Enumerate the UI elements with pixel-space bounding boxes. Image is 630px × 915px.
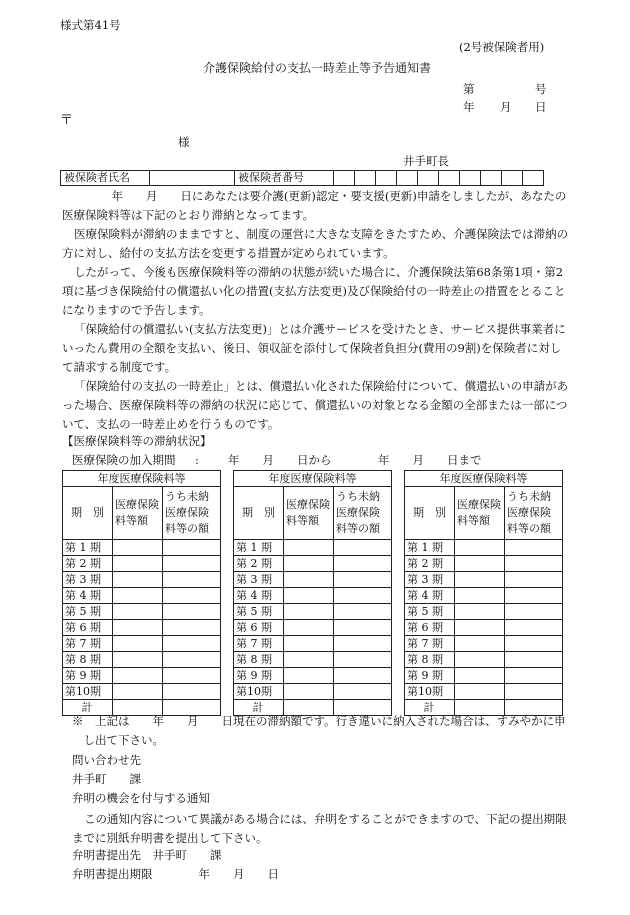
unpaid-cell[interactable] <box>334 684 392 700</box>
fiscal-year-header: 年度医療保険料等 <box>63 471 221 487</box>
appeal-destination: 弁明書提出先 井手町 課 <box>72 848 222 862</box>
unpaid-cell[interactable] <box>334 668 392 684</box>
unpaid-cell[interactable] <box>505 556 563 572</box>
appeal-deadline: 弁明書提出期限 年 月 日 <box>72 867 279 881</box>
form-type: (2号被保険者用) <box>459 40 545 54</box>
addressee-suffix: 様 <box>178 135 190 149</box>
unpaid-cell[interactable] <box>505 636 563 652</box>
unpaid-cell[interactable] <box>505 620 563 636</box>
period-label: 第 3 期 <box>63 572 113 588</box>
amount-cell[interactable] <box>455 652 505 668</box>
date-day: 日 <box>535 100 547 114</box>
note-text: ※ 上記は 年 月 日現在の滞納額です。行き違いに納入された場合は、すみやかに申し出て下さい。 <box>72 714 566 747</box>
appeal-heading: 弁明の機会を付与する通知 <box>72 791 210 805</box>
period-label: 第 9 期 <box>234 668 284 684</box>
period-to: 年 月 日まで <box>378 453 482 467</box>
unpaid-cell[interactable] <box>163 636 221 652</box>
amount-cell[interactable] <box>284 588 334 604</box>
table-row <box>234 636 392 652</box>
period-label: 第 6 期 <box>405 620 455 636</box>
unpaid-cell[interactable] <box>505 652 563 668</box>
period-label: 第 1 期 <box>405 540 455 556</box>
table-row <box>405 668 563 684</box>
unpaid-cell[interactable] <box>163 572 221 588</box>
amount-cell[interactable] <box>113 604 163 620</box>
period-label: 第 8 期 <box>234 652 284 668</box>
status-table-3 <box>404 470 563 716</box>
table-row <box>405 556 563 572</box>
note-block <box>72 712 572 750</box>
unpaid-cell[interactable] <box>334 636 392 652</box>
table-row <box>405 588 563 604</box>
amount-cell[interactable] <box>455 684 505 700</box>
amount-col-header: 医療保険料等額 <box>113 487 163 540</box>
status-heading: 【医療保険料等の滞納状況】 <box>62 434 212 448</box>
unpaid-cell[interactable] <box>334 620 392 636</box>
table-row <box>63 668 221 684</box>
amount-cell[interactable] <box>113 588 163 604</box>
table-row <box>63 588 221 604</box>
period-label: 第 7 期 <box>405 636 455 652</box>
table-row <box>405 540 563 556</box>
table-row <box>405 620 563 636</box>
insured-number-digit[interactable] <box>502 171 523 186</box>
table-row <box>63 556 221 572</box>
status-table-1 <box>62 470 221 716</box>
unpaid-cell[interactable] <box>334 604 392 620</box>
table-row <box>63 620 221 636</box>
period-label: 第 4 期 <box>234 588 284 604</box>
unpaid-cell[interactable] <box>334 572 392 588</box>
period-label: 第 7 期 <box>63 636 113 652</box>
doc-number-prefix: 第 <box>463 82 475 96</box>
table-row <box>405 652 563 668</box>
period-label: 第10期 <box>234 684 284 700</box>
period-col-header: 期 別 <box>405 487 455 540</box>
unpaid-col-header: うち未納医療保険料等の額 <box>334 487 392 540</box>
period-label: 第10期 <box>405 684 455 700</box>
unpaid-cell[interactable] <box>505 604 563 620</box>
insured-number-digit[interactable] <box>460 171 481 186</box>
table-row <box>234 556 392 572</box>
period-label: 第 4 期 <box>63 588 113 604</box>
period-label: 医療保険の加入期間 <box>72 453 176 467</box>
amount-cell[interactable] <box>455 636 505 652</box>
table-row <box>63 652 221 668</box>
unpaid-cell[interactable] <box>505 668 563 684</box>
unpaid-cell[interactable] <box>334 540 392 556</box>
amount-cell[interactable] <box>284 604 334 620</box>
insured-number-digit[interactable] <box>334 171 355 186</box>
amount-cell[interactable] <box>455 556 505 572</box>
amount-cell[interactable] <box>284 572 334 588</box>
period-label: 第 2 期 <box>63 556 113 572</box>
appeal-text: この通知内容について異議がある場合には、弁明をすることができますので、下記の提出期限までに別紙弁明書を提出して下さい。 <box>72 812 567 845</box>
contact-department: 井手町 課 <box>72 772 141 786</box>
contact-label: 問い合わせ先 <box>72 753 141 767</box>
insured-number-digit[interactable] <box>355 171 376 186</box>
period-from: 年 月 日から <box>228 453 332 467</box>
period-label: 第 8 期 <box>63 652 113 668</box>
unpaid-cell[interactable] <box>505 572 563 588</box>
insured-number-digit[interactable] <box>397 171 418 186</box>
period-label: 第 3 期 <box>405 572 455 588</box>
unpaid-cell[interactable] <box>163 604 221 620</box>
table-row <box>234 540 392 556</box>
table-row <box>234 620 392 636</box>
unpaid-col-header: うち未納医療保険料等の額 <box>163 487 221 540</box>
date-year: 年 <box>463 100 475 114</box>
amount-cell[interactable] <box>455 572 505 588</box>
insured-number-digit[interactable] <box>418 171 439 186</box>
period-label: 第 9 期 <box>405 668 455 684</box>
table-row <box>234 572 392 588</box>
amount-cell[interactable] <box>113 652 163 668</box>
amount-cell[interactable] <box>284 636 334 652</box>
insured-number-digit[interactable] <box>523 171 544 186</box>
insured-number-label: 被保険者番号 <box>235 171 334 186</box>
period-col-header: 期 別 <box>234 487 284 540</box>
body-paragraph: 「保険給付の償還払い(支払方法変更)」とは介護サービスを受けたとき、サービス提供事業者にいったん費用の全額を支払い、後日、領収証を添付して保険者負担分(費用の9割)を保険者に対して請求する制度です。 <box>62 322 566 374</box>
insured-id-table <box>60 170 544 186</box>
period-label: 第 4 期 <box>405 588 455 604</box>
table-row <box>234 604 392 620</box>
document-title: 介護保険給付の支払一時差止等予告通知書 <box>203 61 432 75</box>
table-row <box>405 604 563 620</box>
period-label: 第 1 期 <box>234 540 284 556</box>
period-label: 第 9 期 <box>63 668 113 684</box>
amount-cell[interactable] <box>455 588 505 604</box>
appeal-block <box>72 810 572 848</box>
doc-number-suffix: 号 <box>535 82 547 96</box>
amount-cell[interactable] <box>455 604 505 620</box>
unpaid-cell[interactable] <box>163 668 221 684</box>
amount-cell[interactable] <box>284 540 334 556</box>
table-row <box>63 604 221 620</box>
period-label: 第 6 期 <box>234 620 284 636</box>
amount-cell[interactable] <box>113 572 163 588</box>
date-month: 月 <box>500 100 512 114</box>
period-label: 第 5 期 <box>63 604 113 620</box>
total-label: 計 <box>63 700 113 716</box>
amount-cell[interactable] <box>284 556 334 572</box>
period-label: 第 7 期 <box>234 636 284 652</box>
insured-number-digit[interactable] <box>481 171 502 186</box>
unpaid-cell[interactable] <box>334 652 392 668</box>
unpaid-cell[interactable] <box>334 556 392 572</box>
unpaid-cell[interactable] <box>163 684 221 700</box>
table-row <box>63 636 221 652</box>
unpaid-cell[interactable] <box>163 588 221 604</box>
notice-body <box>62 187 572 434</box>
body-paragraph: 「保険給付の支払の一時差止」とは、償還払い化された保険給付について、償還払いの申請があった場合、医療保険料等の滞納の状況に応じて、償還払いの対象となる金額の全部または一部について、支払の一時差止めを行うものです。 <box>62 379 569 431</box>
period-label: 第 8 期 <box>405 652 455 668</box>
table-row <box>234 652 392 668</box>
postal-mark: 〒 <box>60 113 74 128</box>
unpaid-cell[interactable] <box>163 620 221 636</box>
amount-cell[interactable] <box>113 668 163 684</box>
unpaid-cell[interactable] <box>163 652 221 668</box>
unpaid-cell[interactable] <box>163 540 221 556</box>
unpaid-cell[interactable] <box>505 588 563 604</box>
period-label: 第 1 期 <box>63 540 113 556</box>
table-row <box>63 684 221 700</box>
period-label: 第 2 期 <box>405 556 455 572</box>
amount-cell[interactable] <box>113 620 163 636</box>
unpaid-cell[interactable] <box>505 540 563 556</box>
fiscal-year-header: 年度医療保険料等 <box>405 471 563 487</box>
insured-number-digit[interactable] <box>376 171 397 186</box>
period-label: 第 2 期 <box>234 556 284 572</box>
amount-cell[interactable] <box>455 668 505 684</box>
unpaid-cell[interactable] <box>163 556 221 572</box>
unpaid-col-header: うち未納医療保険料等の額 <box>505 487 563 540</box>
amount-cell[interactable] <box>113 684 163 700</box>
insured-name-label: 被保険者氏名 <box>61 171 150 186</box>
table-row <box>234 668 392 684</box>
amount-cell[interactable] <box>113 636 163 652</box>
fiscal-year-header: 年度医療保険料等 <box>234 471 392 487</box>
amount-cell[interactable] <box>284 652 334 668</box>
insured-number-digit[interactable] <box>439 171 460 186</box>
table-row <box>234 684 392 700</box>
body-paragraph: 医療保険料が滞納のままですと、制度の運営に大きな支障をきたすため、介護保険法では滞納の方に対し、給付の支払方法を変更する措置が定められています。 <box>62 227 569 260</box>
issuer: 井手町長 <box>403 154 449 168</box>
amount-cell[interactable] <box>284 684 334 700</box>
body-paragraph: したがって、今後も医療保険料等の滞納の状態が続いた場合に、介護保険法第68条第1項・第2項に基づき保険給付の償還払い化の措置(支払方法変更)及び保険給付の一時差止の措置をとることになりますので予告します。 <box>62 265 566 317</box>
unpaid-cell[interactable] <box>334 588 392 604</box>
period-label: 第 5 期 <box>234 604 284 620</box>
total-label: 計 <box>405 700 455 716</box>
amount-col-header: 医療保険料等額 <box>284 487 334 540</box>
amount-cell[interactable] <box>113 556 163 572</box>
total-label: 計 <box>234 700 284 716</box>
period-colon: : <box>195 453 199 467</box>
amount-cell[interactable] <box>113 540 163 556</box>
amount-col-header: 医療保険料等額 <box>455 487 505 540</box>
period-label: 第 6 期 <box>63 620 113 636</box>
table-row <box>405 636 563 652</box>
table-row <box>405 572 563 588</box>
period-label: 第10期 <box>63 684 113 700</box>
table-row <box>63 572 221 588</box>
period-col-header: 期 別 <box>63 487 113 540</box>
table-row <box>405 684 563 700</box>
table-row <box>63 540 221 556</box>
amount-cell[interactable] <box>455 540 505 556</box>
unpaid-cell[interactable] <box>505 684 563 700</box>
amount-cell[interactable] <box>284 620 334 636</box>
amount-cell[interactable] <box>455 620 505 636</box>
amount-cell[interactable] <box>284 668 334 684</box>
period-label: 第 3 期 <box>234 572 284 588</box>
status-table-2 <box>233 470 392 716</box>
period-label: 第 5 期 <box>405 604 455 620</box>
table-row <box>234 588 392 604</box>
insured-name-field[interactable] <box>150 171 235 186</box>
form-number: 様式第41号 <box>60 18 121 32</box>
body-paragraph: 年 月 日にあなたは要介護(更新)認定・要支援(更新)申請をしましたが、あなたの医療保険料等は下記のとおり滞納となってます。 <box>62 189 567 222</box>
